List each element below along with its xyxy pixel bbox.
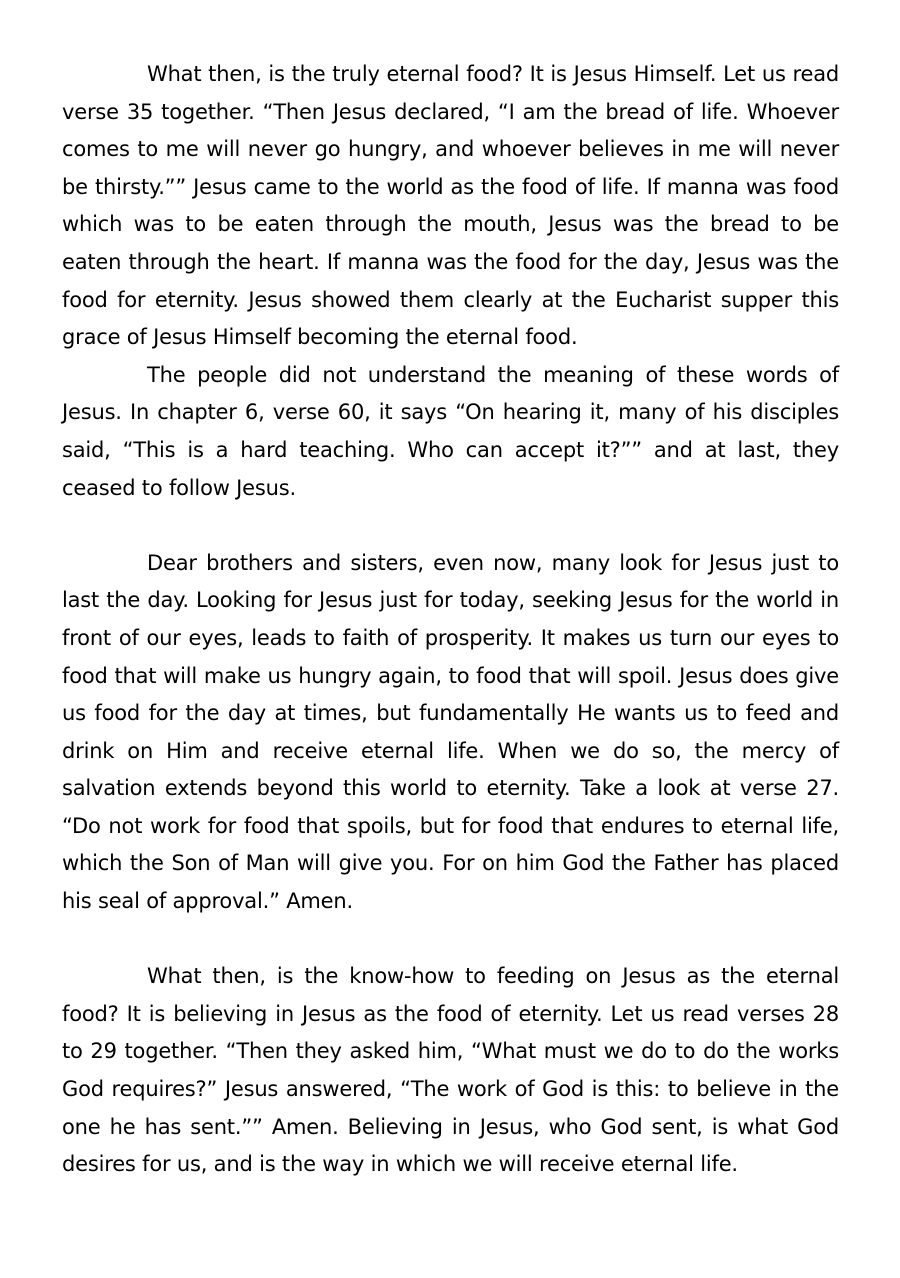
paragraph-know-how: What then, is the know-how to feeding on Jesus as the eternal food? It is believing in Jesus as the food of eternity. Let us read verses 28 to 29 together. “Then they asked him, “What must we do to do the works God requires?” Jesus answered, “The work of God is this: to believe in the one he has sent.”” Amen. Believing in Jesus, who God sent, is what God desires for us, and is the way in which we will receive eternal life. xyxy=(62,964,839,1177)
paragraph-eternal-food: What then, is the truly eternal food? It is Jesus Himself. Let us read verse 35 together. “Then Jesus declared, “I am the bread of life. Whoever comes to me will never go hungry, and whoever believes in me will never be thirsty.”” Jesus came to the world as the food of life. If manna was food which was to be eaten through the mouth, Jesus was the bread to be eaten through the heart. If manna was the food for the day, Jesus was the food for eternity. Jesus showed them clearly at the Eucharist supper this grace of Jesus Himself becoming the eternal food. xyxy=(62,62,839,350)
paragraph-spacer xyxy=(62,921,839,959)
paragraph-hard-teaching: The people did not understand the meaning of these words of Jesus. In chapter 6, verse 60, it says “On hearing it, many of his disciples said, “This is a hard teaching. Who can accept it?”” and at last, they ceased to follow Jesus. xyxy=(62,362,839,500)
paragraph-spacer xyxy=(62,507,839,545)
document-body xyxy=(62,56,839,1184)
paragraph-brothers-and-sisters: Dear brothers and sisters, even now, many look for Jesus just to last the day. Looking for Jesus just for today, seeking Jesus for the world in front of our eyes, leads to faith of prosperity. It makes us turn our eyes to food that will make us hungry again, to food that will spoil. Jesus does give us food for the day at times, but fundamentally He wants us to feed and drink on Him and receive eternal life. When we do so, the mercy of salvation extends beyond this world to eternity. Take a look at verse 27. “Do not work for food that spoils, but for food that endures to eternal life, which the Son of Man will give you. For on him God the Father has placed his seal of approval.” Amen. xyxy=(62,550,839,914)
